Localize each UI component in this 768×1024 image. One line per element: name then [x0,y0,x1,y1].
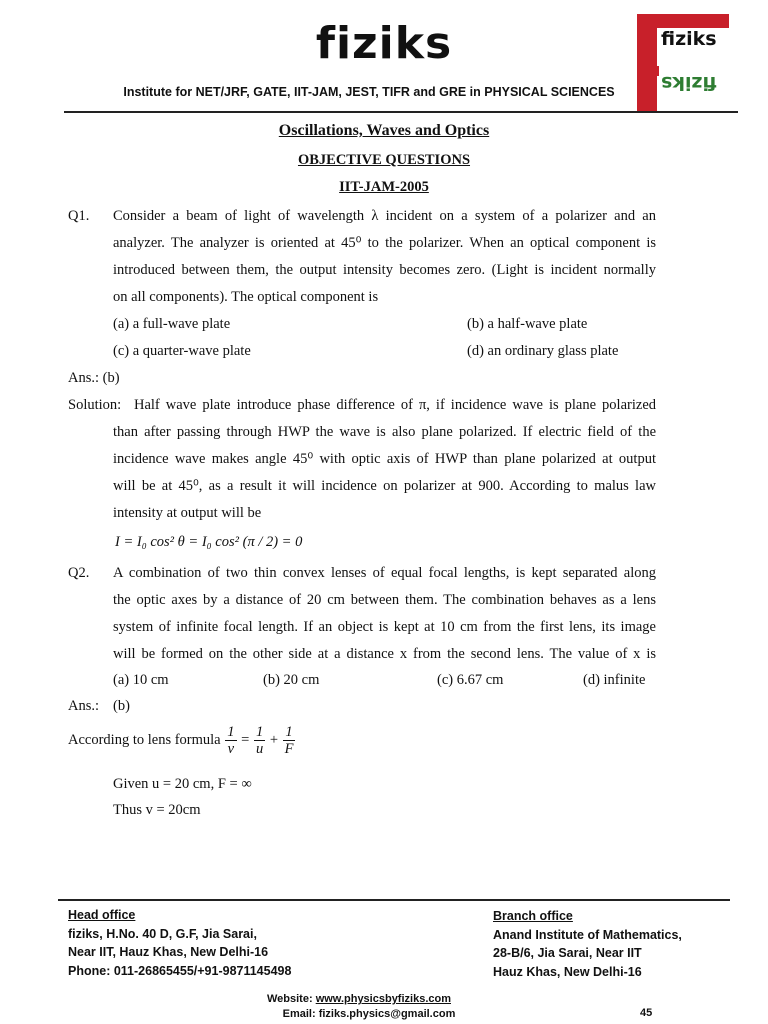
head-office-line: Phone: 011-26865455/+91-9871145498 [68,963,292,978]
email-text: Email: fiziks.physics@gmail.com [282,1008,456,1020]
option-c: (c) 6.67 cm [437,672,504,688]
option-b: (b) 20 cm [263,672,320,688]
logo-text-mirrored: fiziks [661,72,717,94]
exam-year-title: IIT-JAM-2005 [339,179,429,195]
question-text: A combination of two thin convex lenses of equal focal lengths, is kept separated along [113,565,656,581]
head-office-title: Head office [68,908,136,922]
page-number: 45 [640,1007,653,1019]
plus-sign: + [269,731,278,748]
given-values: Given u = 20 cm, F = ∞ [113,776,252,792]
logo-text: fiziks [661,28,717,50]
question-text: will be formed on the other side at a distance x from the second lens. The value of x is [113,646,656,662]
solution-text: Half wave plate introduce phase difference of π, if incidence wave is plane polarized [134,397,656,413]
website-link[interactable]: www.physicsbyfiziks.com [315,993,451,1005]
head-office-line: fiziks, H.No. 40 D, G.F, Jia Sarai, [68,926,257,941]
question-text: on all components). The optical component is [113,289,379,305]
solution-text: will be at 45⁰, as a result it will incidence on polarizer at 900. According to malus law [113,478,656,494]
malus-equation: I = I₀ cos² θ = I₀ cos² (π / 2) = 0 [115,534,303,550]
option-d: (d) infinite [583,672,646,688]
solution-text: intensity at output will be [113,505,262,521]
fraction-1-over-u: $\frac{1}{u}$ [255,724,264,757]
question-label: Q1. [68,208,90,224]
option-c: (c) a quarter-wave plate [113,343,251,359]
chapter-title: Oscillations, Waves and Optics [278,122,490,139]
question-text: analyzer. The analyzer is oriented at 45⁰ to the polarizer. When an optical component is [113,235,656,251]
branch-office-line: 28-B/6, Jia Sarai, Near IIT [493,946,642,960]
fraction-1-over-f: $\frac{1}{F}$ [284,724,294,757]
result-value: Thus v = 20cm [113,802,201,818]
section-title: OBJECTIVE QUESTIONS [297,152,471,168]
brand-title: fiziks [315,18,453,69]
answer-label: Ans.: [68,698,100,714]
question-text: introduced between them, the output intensity becomes zero. (Light is incident normally [113,262,656,278]
branch-office-line: Anand Institute of Mathematics, [493,927,682,942]
answer: Ans.: (b) [68,370,120,386]
question-text: Consider a beam of light of wavelength λ incident on a system of a polarizer and an [113,208,656,224]
question-text: the optic axes by a distance of 20 cm between them. The combination behaves as a lens [113,592,656,608]
equals-sign: = [241,731,250,748]
option-d: (d) an ordinary glass plate [467,343,619,359]
branch-office-title: Branch office [493,909,573,923]
question-label: Q2. [68,565,90,581]
lens-formula-text: According to lens formula [68,731,221,748]
header-divider [64,111,738,113]
option-a: (a) 10 cm [113,672,169,688]
fraction-1-over-v: $\frac{1}{v}$ [227,724,235,757]
solution-text: than after passing through HWP the wave is also plane polarized. If electric field of the [113,424,656,440]
head-office [68,906,291,980]
answer-value: (b) [113,698,130,714]
option-b: (b) a half-wave plate [467,316,588,332]
website-label: Website: [266,993,313,1005]
institute-tagline: Institute for NET/JRF, GATE, IIT-JAM, JEST, TIFR and GRE in PHYSICAL SCIENCES [123,85,615,99]
contact-info [0,992,718,1022]
solution-label: Solution: [68,397,122,413]
footer-divider [58,899,730,901]
lens-formula [68,724,296,757]
branch-office [493,907,682,981]
branch-office-line: Hauz Khas, New Delhi-16 [493,964,642,979]
fiziks-logo [637,14,729,112]
option-a: (a) a full-wave plate [113,316,231,332]
solution-text: incidence wave makes angle 45⁰ with optic axis of HWP than plane polarized at output [113,451,656,467]
question-text: system of infinite focal length. If an object is kept at 10 cm from the first lens, its image [113,619,656,635]
head-office-line: Near IIT, Hauz Khas, New Delhi-16 [68,945,269,959]
